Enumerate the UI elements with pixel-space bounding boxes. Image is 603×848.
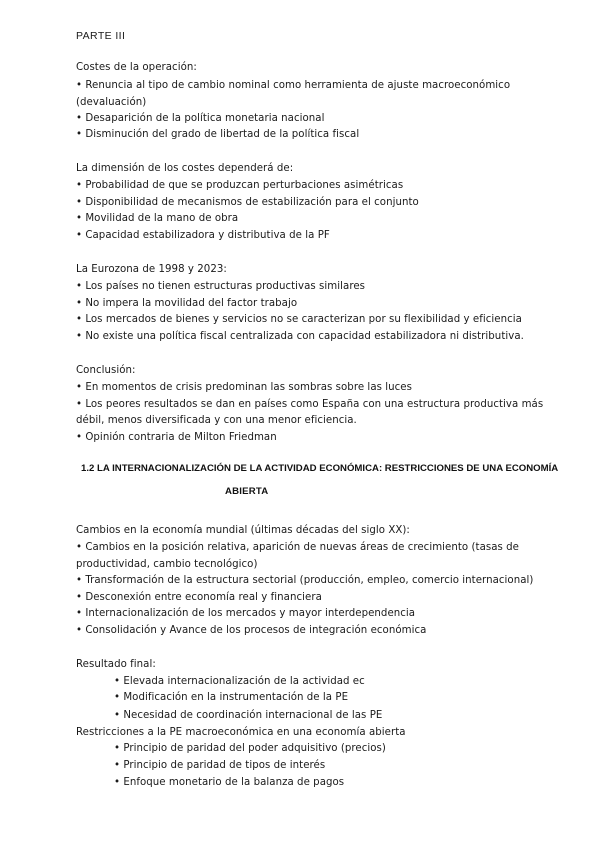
list-item: • Cambios en la posición relativa, aparición de nuevas áreas de crecimiento (tasas de [76, 542, 519, 553]
list-item: • Desaparición de la política monetaria nacional [76, 113, 325, 124]
eurozone-title: La Eurozona de 1998 y 2023: [76, 264, 227, 275]
list-item: • Modificación en la instrumentación de la PE [114, 692, 349, 703]
list-item: • Movilidad de la mano de obra [76, 213, 239, 224]
list-item: • No existe una política fiscal centralizada con capacidad estabilizadora ni distributiva. [76, 331, 524, 342]
conclusion-title: Conclusión: [76, 365, 136, 376]
list-item: • Transformación de la estructura sectorial (producción, empleo, comercio internacional) [76, 575, 534, 586]
section-heading-line2: ABIERTA [225, 486, 269, 497]
list-item: • No impera la movilidad del factor trabajo [76, 298, 298, 309]
changes-title: Cambios en la economía mundial (últimas décadas del siglo XX): [76, 525, 410, 536]
list-item: • Necesidad de coordinación internacional de las PE [114, 710, 383, 721]
list-item: • Principio de paridad de tipos de interés [114, 760, 326, 771]
section-heading-line1: 1.2 LA INTERNACIONALIZACIÓN DE LA ACTIVIDAD ECONÓMICA: RESTRICCIONES DE UNA ECONOMÍA [81, 463, 559, 474]
list-item: • Los países no tienen estructuras productivas similares [76, 281, 366, 292]
list-item: • Enfoque monetario de la balanza de pagos [114, 777, 345, 788]
list-item: • Los peores resultados se dan en países como España con una estructura productiva más [76, 399, 544, 410]
list-item: • Opinión contraria de Milton Friedman [76, 432, 277, 443]
list-item: • Internacionalización de los mercados y mayor interdependencia [76, 608, 416, 619]
restrictions-title: Restricciones a la PE macroeconómica en una economía abierta [76, 727, 406, 738]
list-item: • Principio de paridad del poder adquisitivo (precios) [114, 743, 386, 754]
list-item: • Capacidad estabilizadora y distributiva de la PF [76, 230, 330, 241]
part-label: PARTE III [76, 30, 126, 42]
list-item: • Desconexión entre economía real y financiera [76, 592, 322, 603]
list-item: • En momentos de crisis predominan las sombras sobre las luces [76, 382, 412, 393]
list-item: • Probabilidad de que se produzcan perturbaciones asimétricas [76, 180, 404, 191]
list-item: • Consolidación y Avance de los procesos de integración económica [76, 625, 427, 636]
list-item: débil, menos diversificada y con una menor eficiencia. [76, 415, 357, 426]
list-item: • Disponibilidad de mecanismos de estabilización para el conjunto [76, 197, 419, 208]
list-item: • Elevada internacionalización de la actividad ec [114, 676, 365, 687]
list-item: • Disminución del grado de libertad de la política fiscal [76, 129, 360, 140]
result-title: Resultado final: [76, 659, 156, 670]
dimension-title: La dimensión de los costes dependerá de: [76, 163, 294, 174]
list-item: • Los mercados de bienes y servicios no se caracterizan por su flexibilidad y eficiencia [76, 314, 522, 325]
list-item: productividad, cambio tecnológico) [76, 559, 258, 570]
costs-title: Costes de la operación: [76, 62, 197, 73]
list-item: (devaluación) [76, 97, 147, 108]
list-item: • Renuncia al tipo de cambio nominal como herramienta de ajuste macroeconómico [76, 80, 511, 91]
